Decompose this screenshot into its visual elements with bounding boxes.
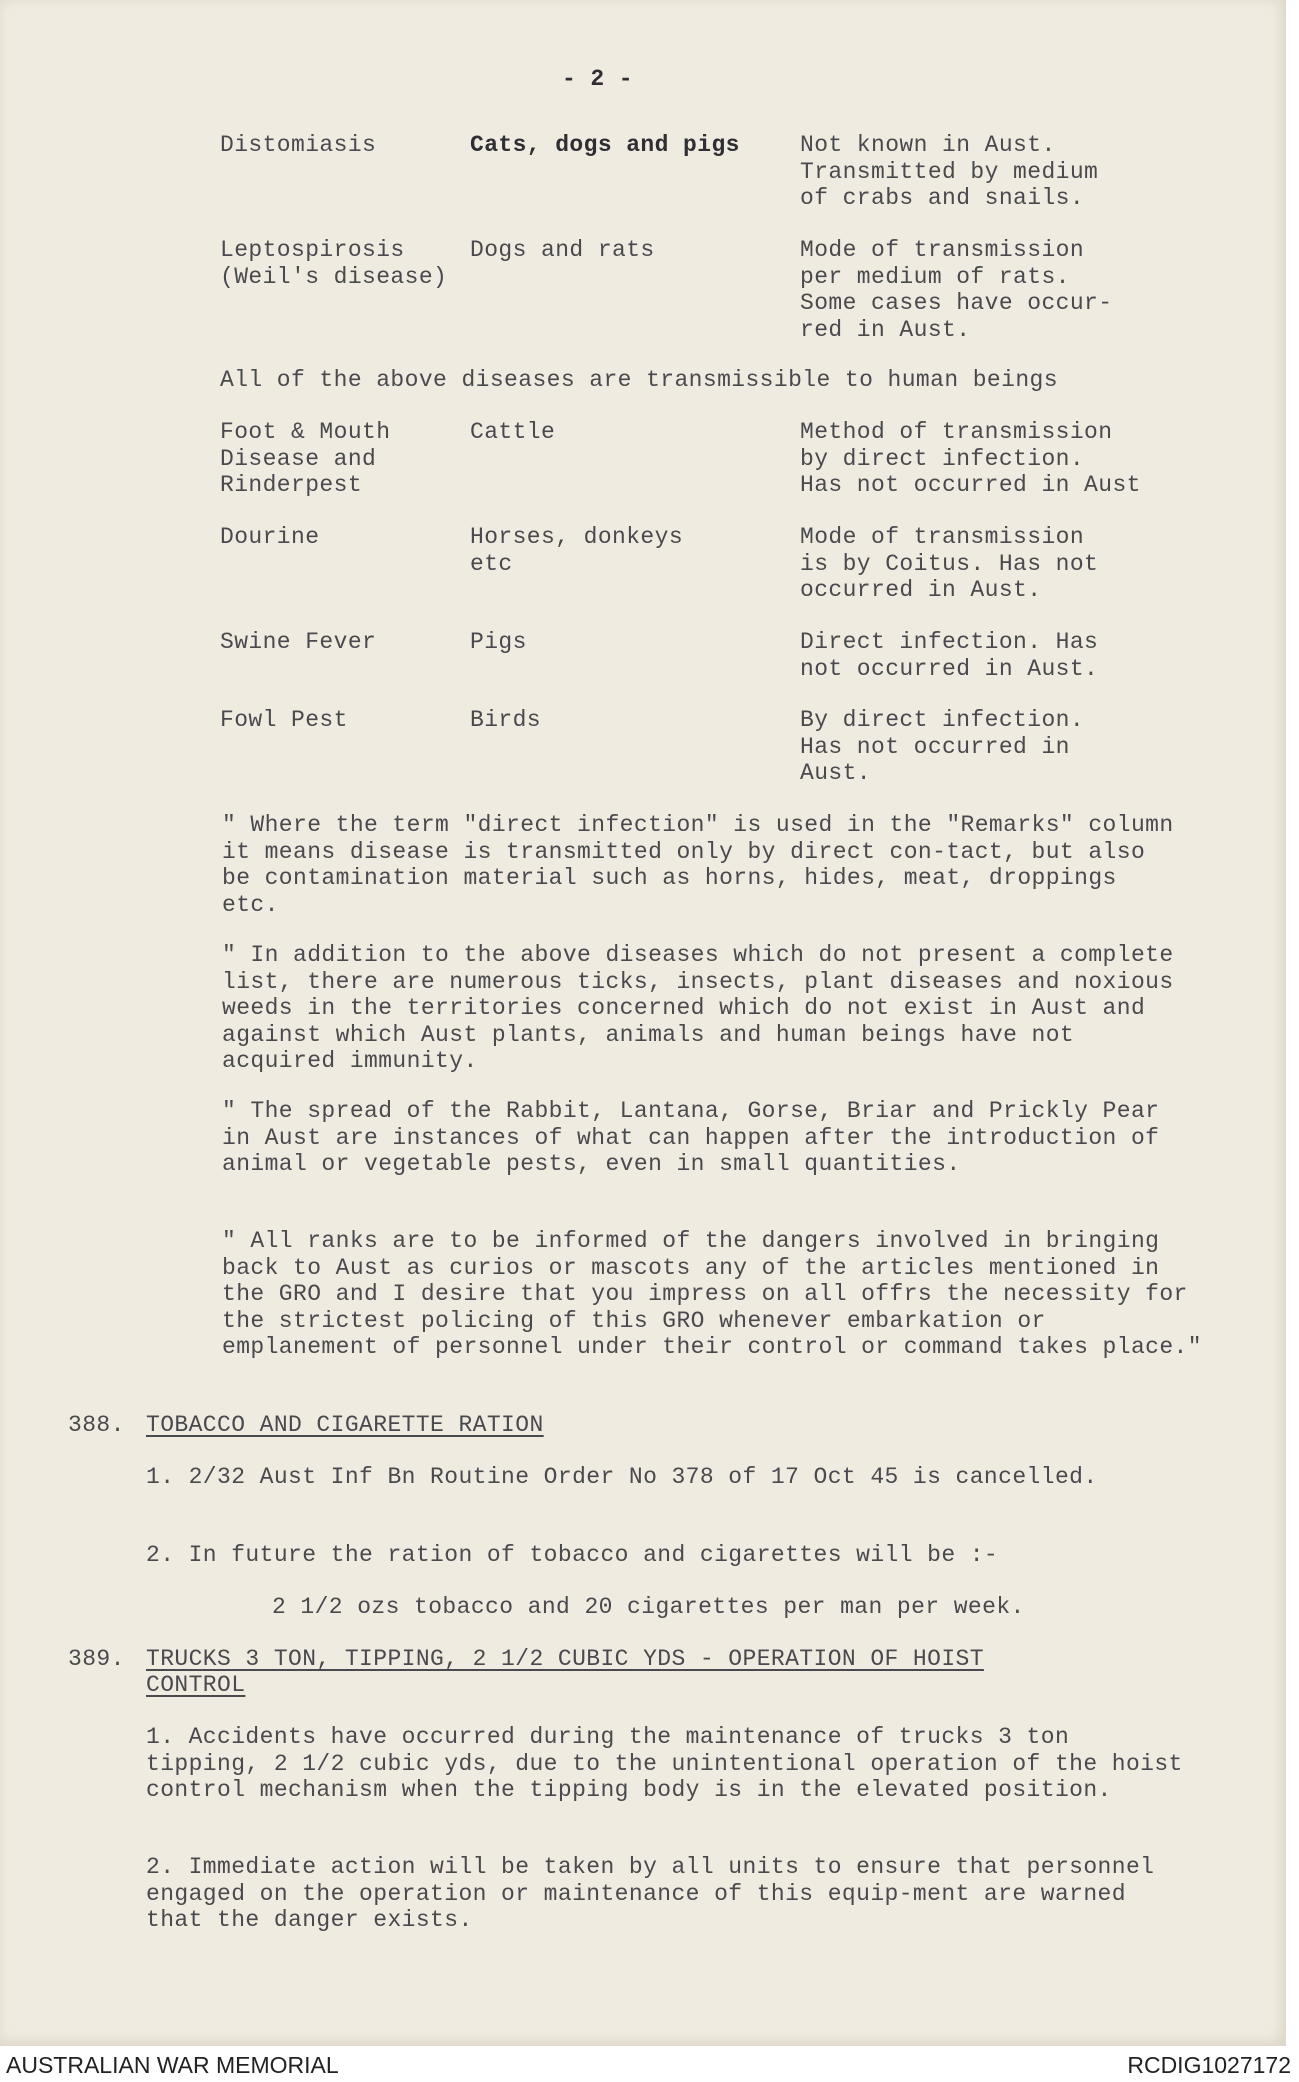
section-389-item-1: 1. Accidents have occurred during the maintenance of trucks 3 ton tipping, 2 1/2 cubic yds, due to the unintentional operation of the hoist control mechanism when the tipping body is in the elevated position.: [146, 1724, 1183, 1803]
disease-remarks: Mode of transmission is by Coitus. Has not occurred in Aust.: [800, 524, 1099, 603]
section-title-389: TRUCKS 3 TON, TIPPING, 2 1/2 CUBIC YDS - OPERATION OF HOIST: [146, 1646, 984, 1672]
quote-paragraph: " The spread of the Rabbit, Lantana, Gorse, Briar and Prickly Pear in Aust are instances of what can happen after the introduction of animal or vegetable pests, even in small quantities.: [222, 1098, 1160, 1177]
section-388-item-2: 2. In future the ration of tobacco and cigarettes will be :-: [146, 1542, 999, 1568]
disease-name: Dourine: [220, 524, 320, 550]
human-transmission-note: All of the above diseases are transmissible to human beings: [220, 367, 1058, 393]
page-number: - 2 -: [562, 66, 634, 92]
disease-remarks: Not known in Aust. Transmitted by medium of crabs and snails.: [800, 132, 1099, 211]
disease-name: Distomiasis: [220, 132, 377, 158]
footer-record-id: RCDIG1027172: [1127, 2048, 1291, 2082]
disease-host: Pigs: [470, 629, 527, 655]
section-number-388: 388.: [68, 1412, 125, 1438]
footer-institution: AUSTRALIAN WAR MEMORIAL: [6, 2048, 339, 2082]
ration-statement: 2 1/2 ozs tobacco and 20 cigarettes per man per week.: [272, 1594, 1025, 1620]
disease-host: Dogs and rats: [470, 237, 655, 263]
quote-paragraph: " Where the term "direct infection" is used in the "Remarks" column it means disease is transmitted only by direct con-tact, but also be contamination material such as horns, hides, meat, droppings etc.: [222, 812, 1174, 918]
section-388-item-1: 1. 2/32 Aust Inf Bn Routine Order No 378 of 17 Oct 45 is cancelled.: [146, 1464, 1098, 1490]
section-number-389: 389.: [68, 1646, 125, 1672]
disease-name: Leptospirosis (Weil's disease): [220, 237, 448, 290]
disease-host: Cats, dogs and pigs: [470, 132, 740, 158]
disease-remarks: Method of transmission by direct infection. Has not occurred in Aust: [800, 419, 1141, 498]
section-title-389-cont: CONTROL: [146, 1672, 246, 1698]
disease-host: Birds: [470, 707, 542, 733]
disease-name: Swine Fever: [220, 629, 377, 655]
disease-host: Cattle: [470, 419, 556, 445]
quote-paragraph: " In addition to the above diseases which do not present a complete list, there are numerous ticks, insects, plant diseases and noxious weeds in the territories concerned which do not exist in Aust and against which Aust plants, animals and human beings have not acquired immunity.: [222, 942, 1174, 1074]
section-389-item-2: 2. Immediate action will be taken by all units to ensure that personnel engaged on the operation or maintenance of this equip-ment are warned that the danger exists.: [146, 1854, 1155, 1933]
disease-host: Horses, donkeys etc: [470, 524, 684, 577]
quote-paragraph: " All ranks are to be informed of the dangers involved in bringing back to Aust as curios or mascots any of the articles mentioned in the GRO and I desire that you impress on all offrs the necessity for the strictest policing of this GRO whenever embarkation or emplanement of personnel under their control or command takes place.": [222, 1228, 1202, 1360]
disease-remarks: Mode of transmission per medium of rats. Some cases have occur- red in Aust.: [800, 237, 1113, 343]
disease-name: Foot & Mouth Disease and Rinderpest: [220, 419, 391, 498]
disease-remarks: By direct infection. Has not occurred in Aust.: [800, 707, 1085, 786]
disease-name: Fowl Pest: [220, 707, 348, 733]
disease-remarks: Direct infection. Has not occurred in Aust.: [800, 629, 1099, 682]
section-title-388: TOBACCO AND CIGARETTE RATION: [146, 1412, 544, 1438]
